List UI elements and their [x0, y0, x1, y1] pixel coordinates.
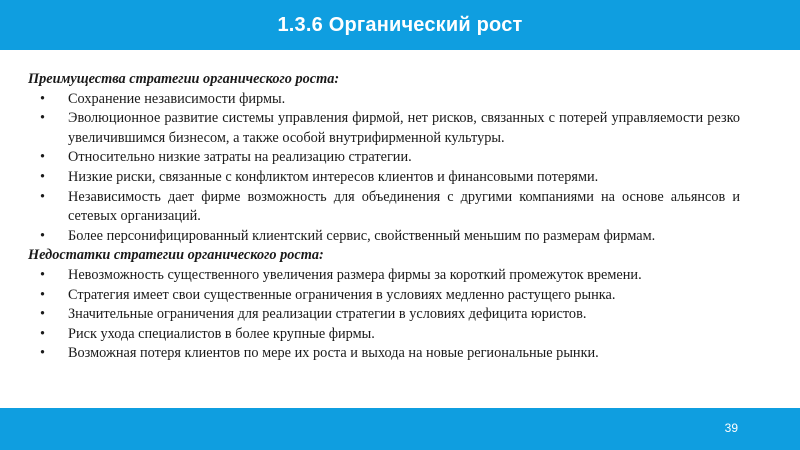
- bullet-icon: •: [40, 110, 46, 127]
- advantages-heading: Преимущества стратегии органического роста:: [28, 71, 340, 87]
- advantage-item: [28, 109, 740, 148]
- slide-content: [28, 70, 740, 364]
- bullet-icon: •: [40, 266, 46, 283]
- bullet-icon: •: [40, 325, 46, 342]
- bullet-icon: •: [40, 90, 46, 107]
- disadvantages-list: [28, 266, 740, 364]
- advantage-text: Относительно низкие затраты на реализацию стратегии.: [68, 149, 412, 166]
- disadvantage-item: [28, 344, 740, 364]
- disadvantage-item: [28, 266, 740, 286]
- disadvantage-text: Возможная потеря клиентов по мере их роста и выхода на новые региональные рынки.: [68, 345, 599, 362]
- disadvantage-item: [28, 325, 740, 345]
- header-bar: [0, 0, 800, 50]
- footer-bar: [0, 408, 800, 450]
- advantage-text: Эволюционное развитие системы управления фирмой, нет рисков, связанных с потерей управляемости резко увеличившимся бизнесом, а также особой внутрифирменной культуры.: [68, 110, 740, 146]
- advantage-text: Более персонифицированный клиентский сервис, свойственный меньшим по размерам фирмам.: [68, 227, 656, 244]
- disadvantage-item: [28, 305, 740, 325]
- page-number: 39: [724, 421, 738, 435]
- slide-title: 1.3.6 Органический рост: [277, 13, 523, 36]
- bullet-icon: •: [40, 227, 46, 244]
- disadvantage-text: Невозможность существенного увеличения размера фирмы за короткий промежуток времени.: [68, 266, 642, 283]
- bullet-icon: •: [40, 306, 46, 323]
- advantage-text: Независимость дает фирме возможность для объединения с другими компаниями на основе альянсов и сетевых организаций.: [68, 188, 740, 225]
- advantage-item: [28, 168, 740, 188]
- advantage-text: Низкие риски, связанные с конфликтом интересов клиентов и финансовыми потерями.: [68, 168, 599, 185]
- advantage-item: [28, 227, 740, 247]
- bullet-icon: •: [40, 286, 46, 303]
- disadvantage-text: Риск ухода специалистов в более крупные фирмы.: [68, 325, 375, 342]
- bullet-icon: •: [40, 188, 46, 205]
- disadvantages-heading: Недостатки стратегии органического роста:: [28, 247, 324, 264]
- advantages-list: [28, 90, 740, 247]
- advantage-item: [28, 188, 740, 227]
- disadvantage-item: [28, 286, 740, 306]
- bullet-icon: •: [40, 345, 46, 362]
- bullet-icon: •: [40, 149, 46, 166]
- disadvantage-text: Значительные ограничения для реализации стратегии в условиях дефицита юристов.: [68, 306, 587, 323]
- advantage-item: [28, 148, 740, 168]
- advantage-text: Сохранение независимости фирмы.: [68, 90, 286, 107]
- advantage-item: [28, 90, 740, 110]
- bullet-icon: •: [40, 168, 46, 185]
- disadvantage-text: Стратегия имеет свои существенные ограничения в условиях медленно растущего рынка.: [68, 286, 616, 303]
